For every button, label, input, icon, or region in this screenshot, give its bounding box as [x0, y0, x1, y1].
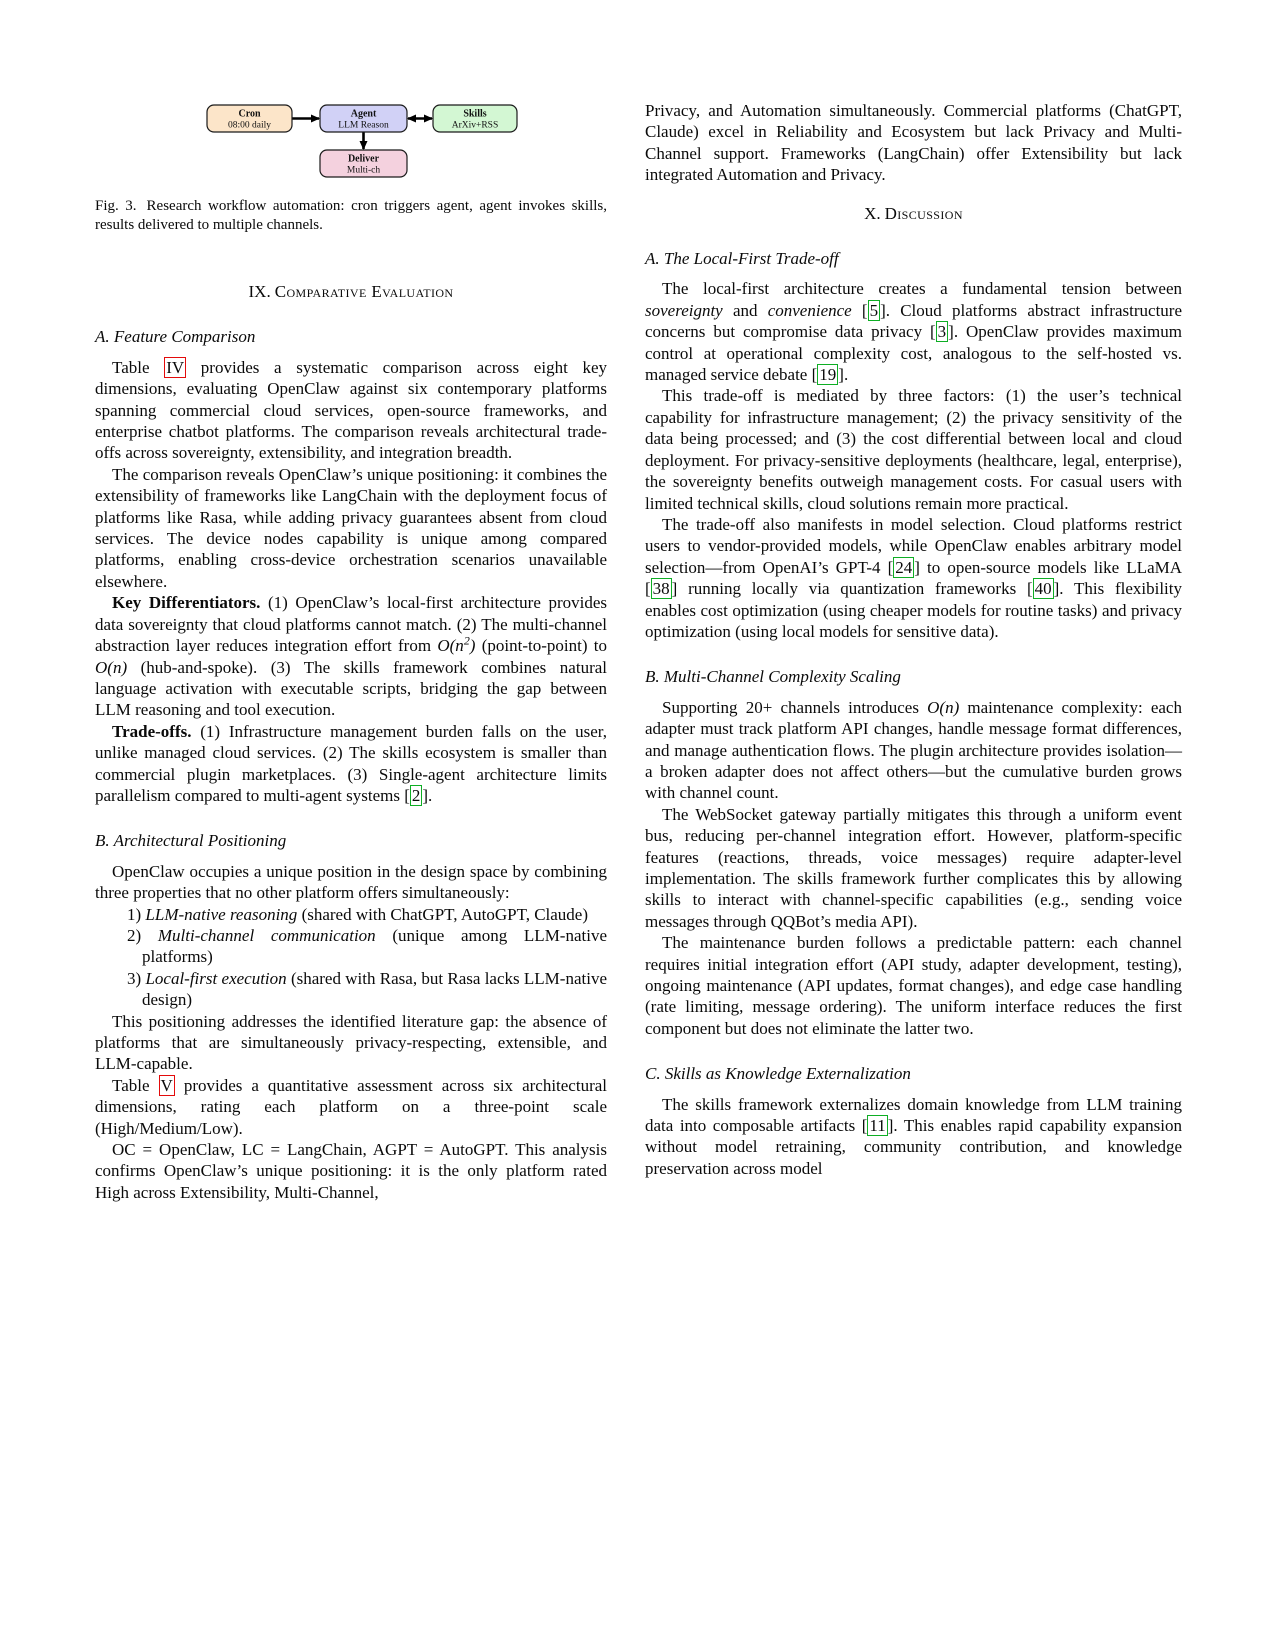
text-segment: The comparison reveals OpenClaw’s unique positioning: it combines the extensibility of frameworks like LangChain with the deployment focus of platforms like Rasa, while adding privacy guarantees absent from cloud services. The device nodes capability is unique among compared platforms, enabling cross-device orchestration scenarios unavailable elsewhere. [95, 464, 607, 591]
section-number: IX. [248, 282, 271, 301]
subsection-feature-comparison: A. Feature Comparison [95, 327, 256, 347]
text-segment: Privacy, and Automation simultaneously. Commercial platforms (ChatGPT, Claude) excel in Reliability and Ecosystem but lack Privacy and Multi-Channel support. Frameworks (LangChain) offer Extensibility but lack integrated Automation and Privacy. [645, 101, 1182, 185]
text-segment: and [722, 300, 768, 320]
text-segment: 3) [127, 968, 146, 988]
text-segment: Table [112, 357, 165, 377]
text-segment: 2 [463, 633, 470, 648]
text-segment: ]. This flexibility enables cost optimization (using cheaper models for routine tasks) and privacy optimization (using local models for sensitive data). [645, 579, 1182, 641]
paragraph-trade-offs [95, 721, 607, 807]
paragraph-key-differentiators [95, 592, 607, 720]
paragraph-privacy-automation-continuation [645, 100, 1182, 186]
subsection-local-first-trade-off: A. The Local-First Trade-off [645, 249, 839, 269]
text-segment: 1) [127, 904, 146, 924]
text-segment: Key Differentiators. [112, 593, 261, 613]
paragraph-table-v-assessment [95, 1075, 607, 1139]
text-segment: Supporting 20+ channels introduces [662, 697, 928, 717]
agent-node [320, 105, 407, 132]
text-segment: This positioning addresses the identified literature gap: the absence of platforms that are simultaneously privacy-respecting, extensible, and LLM-capable. [95, 1011, 607, 1074]
citation-link[interactable]: 38 [652, 579, 670, 599]
text-segment: (1) Infrastructure management burden falls on the user, unlike managed cloud services. (2) The skills ecosystem is smaller than commercial plugin marketplaces. (3) Single-agent architecture limits parallelism compared to multi-agent systems [ [95, 721, 607, 805]
cron-node-title: Cron [238, 108, 261, 120]
text-segment: The skills framework externalizes domain knowledge from LLM training data into composable artifacts [ [645, 1094, 1182, 1136]
cron-node [207, 105, 292, 132]
text-segment: ]. Cloud platforms abstract infrastructure concerns but compromise data privacy [ [645, 300, 1182, 342]
text-segment: (hub-and-spoke). (3) The skills framework combines natural language activation with executable scripts, bridging the gap between LLM reasoning and tool execution. [95, 657, 607, 720]
paragraph-design-space [95, 861, 607, 904]
text-segment: 2) [127, 925, 158, 945]
paragraph-three-factors [645, 385, 1182, 513]
paragraph-literature-gap [95, 1011, 607, 1075]
paragraph-model-selection [645, 514, 1182, 642]
text-segment: ]. This enables rapid capability expansion without model retraining, community contribution, and knowledge preservation across model [645, 1116, 1182, 1178]
paragraph-maintenance-complexity [645, 697, 1182, 804]
skills-node-title: Skills [463, 108, 487, 120]
list-item-llm-native-reasoning [127, 904, 607, 925]
paragraph-abbreviations-analysis [95, 1139, 607, 1203]
text-segment: (1) OpenClaw’s local-first architecture provides data sovereignty that cloud platforms cannot match. (2) The multi-channel abstraction layer reduces integration effort from [95, 593, 607, 656]
paragraph-maintenance-pattern [645, 932, 1182, 1039]
paragraph-unique-positioning [95, 464, 607, 592]
subsection-skills-knowledge-externalization: C. Skills as Knowledge Externalization [645, 1064, 911, 1084]
citation-link[interactable]: 40 [1034, 579, 1052, 599]
text-segment: ] running locally via quantization frameworks [ [671, 579, 1033, 599]
text-segment: OpenClaw occupies a unique position in the design space by combining three properties that no other platform offers simultaneously: [95, 861, 607, 903]
paragraph-websocket-gateway [645, 804, 1182, 932]
cron-node-subtitle: 08:00 daily [227, 120, 272, 131]
text-segment: Multi-channel communication [157, 925, 376, 945]
deliver-node [320, 150, 407, 177]
text-segment: Trade-offs. [112, 721, 192, 741]
text-segment: provides a quantitative assessment across six architectural dimensions, rating each platform on a three-point scale (High/Medium/Low). [95, 1075, 608, 1138]
paragraph-skills-externalization [645, 1094, 1182, 1180]
text-segment: convenience [767, 300, 852, 320]
text-segment: LLM-native reasoning [145, 904, 298, 924]
section-number: X. [864, 203, 881, 223]
skills-node-subtitle: ArXiv+RSS [451, 120, 499, 131]
agent-node-subtitle: LLM Reason [338, 120, 389, 131]
paragraph-table-iv-comparison [95, 357, 607, 464]
deliver-node-subtitle: Multi-ch [346, 165, 381, 176]
text-segment: O(n) [927, 697, 960, 717]
text-segment: (point-to-point) to [475, 636, 608, 656]
text-segment: The maintenance burden follows a predictable pattern: each channel requires initial integration effort (API study, adapter development, testing), ongoing maintenance (API updates, format changes), and edge case handling (rate limiting, message ordering). The uniform interface reduces the first component but does not eliminate the latter two. [645, 933, 1182, 1038]
skills-node [433, 105, 517, 132]
text-segment: (unique among LLM-native platforms) [142, 925, 608, 967]
text-segment: sovereignty [645, 300, 723, 320]
text-segment: [ [851, 300, 868, 320]
text-segment: ]. OpenClaw provides maximum control at operational complexity cost, analogous to the self-hosted vs. managed service debate [ [645, 322, 1182, 385]
citation-link[interactable]: 11 [869, 1116, 886, 1136]
subsection-multi-channel-complexity: B. Multi-Channel Complexity Scaling [645, 667, 901, 687]
text-segment: This trade-off is mediated by three factors: (1) the user’s technical capability for infrastructure management; (2) the privacy sensitivity of the data being processed; and (3) the cost differential between local and cloud deployment. For privacy-sensitive deployments (healthcare, legal, enterprise), the sovereignty benefits outweigh management costs. For casual users with limited technical skills, cloud solutions remain more practical. [645, 386, 1182, 513]
figure-3 [95, 100, 607, 235]
section-title: Discussion [884, 203, 963, 223]
workflow-diagram [95, 100, 607, 182]
text-segment: O(n) [95, 657, 128, 677]
text-segment: The trade-off also manifests in model selection. Cloud platforms restrict users to vendor-provided models, while OpenClaw enables arbitrary model selection—from OpenAI’s GPT-4 [ [645, 514, 1182, 577]
text-segment: The local-first architecture creates a fundamental tension between [662, 279, 1182, 299]
text-segment: (shared with ChatGPT, AutoGPT, Claude) [297, 904, 589, 924]
text-segment: Local-first execution [145, 968, 287, 988]
text-segment: ) [469, 636, 476, 656]
paragraph-sovereignty-convenience [645, 278, 1182, 385]
text-segment: ]. [422, 785, 433, 805]
subsection-architectural-positioning: B. Architectural Positioning [95, 831, 287, 851]
citation-link[interactable]: 24 [895, 557, 913, 577]
figure-caption-text: Research workflow automation: cron triggers agent, agent invokes skills, results delivered to multiple channels. [95, 198, 607, 233]
section-heading-comparative-evaluation [95, 281, 607, 302]
agent-node-title: Agent [350, 108, 377, 120]
figure-caption-label: Fig. 3. [95, 198, 137, 214]
right-column [645, 100, 1182, 1179]
text-segment: Table [112, 1075, 159, 1095]
text-segment: ] to open-source models like LLaMA [ [645, 557, 1183, 599]
properties-list [95, 904, 607, 1011]
list-item-multi-channel-communication [127, 925, 608, 968]
text-segment: The WebSocket gateway partially mitigates this through a uniform event bus, reducing per-channel integration effort. However, platform-specific features (reactions, threads, voice messages) require adapter-level implementation. The skills framework further complicates this by allowing skills to interact with channel-specific capabilities (e.g., sending voice messages through QQBot’s media API). [645, 804, 1182, 931]
deliver-node-title: Deliver [347, 153, 380, 165]
section-title: Comparative Evaluation [274, 282, 454, 301]
left-column [95, 100, 607, 1203]
list-item-local-first-execution [127, 968, 607, 1011]
section-heading-discussion [645, 203, 1182, 224]
table-ref-link[interactable]: IV [166, 357, 185, 377]
text-segment: ]. [838, 365, 849, 385]
text-segment: O(n [437, 636, 464, 656]
table-ref-link[interactable]: V [160, 1075, 173, 1095]
citation-link[interactable]: 5 [869, 300, 879, 320]
text-segment: maintenance complexity: each adapter must track platform API changes, handle message format differences, and manage authentication flows. The plugin architecture provides isolation—a broken adapter does not affect others—but the cumulative burden grows with channel count. [645, 697, 1182, 803]
text-segment: (shared with Rasa, but Rasa lacks LLM-native design) [142, 968, 607, 1010]
text-segment: OC = OpenClaw, LC = LangChain, AGPT = AutoGPT. This analysis confirms OpenClaw’s unique positioning: it is the only platform rated High across Extensibility, Multi-Channel, [95, 1140, 607, 1202]
citation-link[interactable]: 3 [937, 322, 947, 342]
citation-link[interactable]: 19 [819, 365, 837, 385]
citation-link[interactable]: 2 [411, 785, 421, 805]
text-segment: provides a systematic comparison across eight key dimensions, evaluating OpenClaw against six contemporary platforms spanning commercial cloud services, open-source frameworks, and enterprise chatbot platforms. The comparison reveals architectural trade-offs across sovereignty, extensibility, and integration breadth. [95, 357, 608, 463]
figure-3-caption [95, 197, 607, 235]
